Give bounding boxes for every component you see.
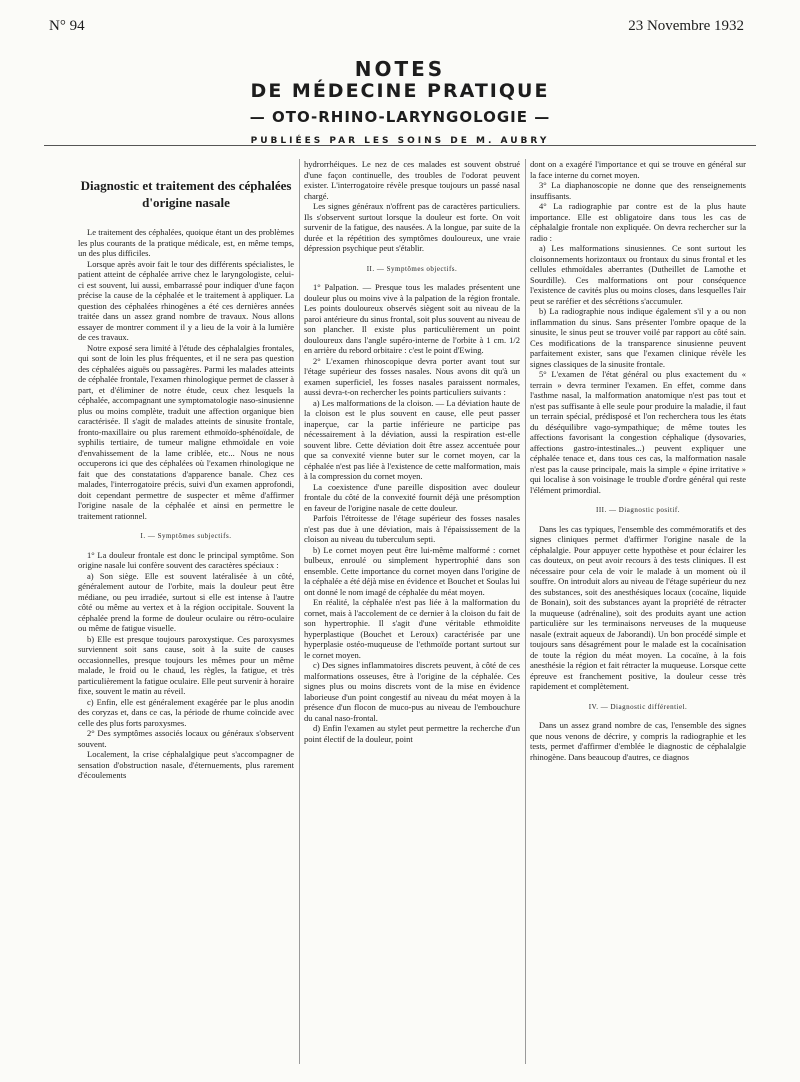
column-3 xyxy=(530,159,746,1064)
paragraph: c) Des signes inflammatoires discrets peuvent, à côté de ces malformations osseuses, être à l'origine de la céphalée. Ces signes plus ou moins discrets vont de la mise en évidence laborieuse d'un point congestif au niveau du méat moyen à la présence d'un flocon de muco-pus au niveau de l'embouchure du canal naso-frontal. xyxy=(304,660,520,723)
paragraph: 1° Palpation. — Presque tous les malades présentent une douleur plus ou moins vive à la palpation de la région frontale. Les points douloureux observés siègent soit au niveau de la paroi antérieure du sinus frontal, soit plus souvent au niveau de son plancher. Il existe plus particulièrement un point douloureux dans l'angle supéro-interne de l'orbite à 1 cm. 1/2 en arrière du rebord orbitaire : c'est le point d'Ewing. xyxy=(304,282,520,355)
section-heading: III. — Diagnostic positif. xyxy=(596,506,680,514)
paragraph: b) La radiographie nous indique également s'il y a ou non inflammation du sinus. Sans présenter l'ombre opaque de la sinusite, le sinus peut se trouver voilé par rapport au côté sain. Ces modifications de la transparence sinusienne peuvent parfaitement exister, sans que l'examen clinique révèle les signes classiques de la sinusite frontale. xyxy=(530,306,746,369)
paragraph: 1° La douleur frontale est donc le principal symptôme. Son origine nasale lui confère souvent des caractères spéciaux : xyxy=(78,549,294,570)
paragraph: a) Les malformations sinusiennes. Ce sont surtout les cloisonnements horizontaux ou frontaux du sinus frontal et les cellules ethmoïdales aberrantes (Dutheillet de Lamothe et Sourdille). Ces malformations ont pour conséquence l'existence de cavités plus ou moins closes, dans lesquelles l'air peut se raréfier et des sécrétions s'accumuler. xyxy=(530,243,746,306)
paragraph: Parfois l'étroitesse de l'étage supérieur des fosses nasales n'est pas due à une déviation, mais à l'épaississement de la cloison au niveau du tuberculum septi. xyxy=(304,513,520,544)
column-divider xyxy=(525,159,526,1064)
paragraph: b) Le cornet moyen peut être lui-même malformé : cornet bulbeux, enroulé ou simplement hypertrophié dans son ensemble. Cette importance du cornet moyen dans l'origine de la céphalée a été déjà mise en évidence et Bouchet et Soulas lui ont donné le nom imagé de céphalée du méat moyen. xyxy=(304,544,520,597)
paragraph: Notre exposé sera limité à l'étude des céphalalgies frontales, qui sont de loin les plus fréquentes, et il ne sera pas question des céphalées aiguës ou passagères. Parmi les malades atteints de céphalée frontale, l'examen rhinologique permet de classer à part, et d'éliminer de notre étude, ceux chez lesquels la céphalée, accompagnant une symptomatologie naso-sinusienne plus ou moins complète, traduit une affection organique bien caractérisée. Il s'agit de malades atteints de sinusite frontale, fronto-maxillaire ou plus rarement ethmoïdo-sphénoïdale, de syphilis tertiaire, de tumeur maligne ethmoïdale en voie d'envahissement de la lame criblée, etc... Nous ne nous occuperons ici que des céphalées où l'examen rhinologique ne fait que des constatations d'apparence banale. Chez ces malades, l'interrogatoire précis, suivi d'un examen approfondi, doit cependant permettre de suspecter et même d'affirmer l'origine nasale de la céphalée et ainsi en permettre le traitement rationnel. xyxy=(78,342,294,521)
section-heading: II. — Symptômes objectifs. xyxy=(366,264,458,273)
column-1 xyxy=(78,159,294,1064)
publication-date: 23 Novembre 1932 xyxy=(628,18,744,34)
paragraph: c) Enfin, elle est généralement exagérée par le plus anodin des coryzas et, dans ce cas, la période de rhume coïncide avec celle des plus forts paroxysmes. xyxy=(78,696,294,728)
paragraph: 3° La diaphanoscopie ne donne que des renseignements insuffisants. xyxy=(530,180,746,201)
journal-subtitle: DE MÉDECINE PRATIQUE xyxy=(250,80,550,102)
paragraph: 4° La radiographie par contre est de la plus haute importance. Elle est obligatoire dans tous les cas de céphalalgie frontale non expliquée. On devra rechercher sur la radio : xyxy=(530,201,746,243)
paragraph: Dans un assez grand nombre de cas, l'ensemble des signes que nous venons de décrire, y compris la radiographie et les tests, permet d'affirmer d'emblée le diagnostic de céphalalgie rhinogène. Dans beaucoup d'autres, ce diagnos xyxy=(530,720,746,762)
paragraph: d) Enfin l'examen au stylet peut permettre la recherche d'un point électif de la douleur, point xyxy=(304,723,520,744)
column-divider xyxy=(299,159,300,1064)
section-title: — OTO-RHINO-LARYNGOLOGIE — xyxy=(249,108,551,126)
paragraph: a) Les malformations de la cloison. — La déviation haute de la cloison est le plus souvent en cause, elle peut passer inaperçue, car la partie inférieure ne participe pas nécessairement à la déviation, aussi la respiration est-elle souvent libre. Cette déviation doit être assez accentuée pour que sa convexité vienne buter sur le cornet moyen, car la céphalée n'est pas liée à l'existence de cette malformation, mais à la compression du cornet moyen. xyxy=(304,397,520,481)
paragraph: 2° L'examen rhinoscopique devra porter avant tout sur l'étage supérieur des fosses nasales. Nous avons dit qu'à un examen superficiel, les fosses nasales paraissent normales, aussi devra-t-on rechercher les points particuliers suivants : xyxy=(304,355,520,397)
paragraph: Lorsque après avoir fait le tour des différents spécialistes, le patient atteint de céphalée arrive chez le laryngologiste, celui-ci est souvent, lui aussi, embarrassé pour indiquer d'une façon précise la cause de la céphalée et le traitement à appliquer. La question des céphalées rhinogènes a été ces dernières années traitée dans un assez grand nombre de travaux. Nous allons essayer de montrer comment il y a lieu de la voir à la lumière de ces travaux. xyxy=(78,258,294,342)
paragraph: Dans les cas typiques, l'ensemble des commémoratifs et des signes cliniques permet d'affirmer l'origine nasale de la céphalalgie. Pour appuyer cette hypothèse et pour éclairer les cas douteux, on peut avoir recours à des tests cliniques. Il est nécessaire pour cela de voir le malade à un moment où il souffre. On introduit alors au niveau de l'étage supérieur du nez des substances, soit des anesthésiques locaux (cocaïne, liquide de Bonain), soit des substances ayant la propriété de rétracter la muqueuse (adrénaline), soit des produits ayant une action particulière sur les terminaisons nerveuses de la muqueuse nasale (extrait aqueux de Jaborandi). Un bon procédé simple et toujours sans désagrément pour le malade est la cocaïnisation de toute la région du méat moyen. La cocaïne, à la fois anesthésie la région et fait rétracter la muqueuse. Lorsque cette épreuve est franchement positive, la douleur cesse très rapidement et complètement. xyxy=(530,523,746,691)
section-heading: I. — Symptômes subjectifs. xyxy=(140,532,232,540)
paragraph: Les signes généraux n'offrent pas de caractères particuliers. Ils s'observent surtout lorsque la douleur est forte. On voit survenir de la fatigue, des nausées. A la longue, par suite de la durée et la répétition des symptômes douloureux, une vraie dépression psychique peut s'établir. xyxy=(304,201,520,253)
paragraph: En réalité, la céphalée n'est pas liée à la malformation du cornet, mais à l'accolement de ce dernier à la cloison du fait de son hypertrophie. Il s'agit d'une véritable ethmoïdite hyperplastique (Bouchet et Leroux) caractérisée par une hyperplasie ostéo-muqueuse de l'ethmoïde portant surtout sur le cornet moyen. xyxy=(304,597,520,660)
editor-line: PUBLIÉES PAR LES SOINS DE M. AUBRY xyxy=(250,136,550,146)
paragraph: Localement, la crise céphalalgique peut s'accompagner de sensation d'obstruction nasale, d'éternuements, plus rarement d'écoulements xyxy=(78,749,294,780)
paragraph: a) Son siège. Elle est souvent latéralisée à un côté, généralement autour de l'orbite, mais la douleur peut être médiane, ou peu irradiée, surtout si elle est intense à l'autre côté ou même au vertex et à la région occipitale. Souvent la céphalée prend la forme de douleur oculaire ou rétro-oculaire ou même de fatigue visuelle. xyxy=(78,570,294,633)
paragraph: Le traitement des céphalées, quoique étant un des problèmes les plus courants de la pratique médicale, est, en même temps, un des plus difficiles. xyxy=(78,227,294,258)
header-rule xyxy=(44,145,756,146)
section-heading: IV. — Diagnostic différentiel. xyxy=(588,702,688,711)
paragraph: b) Elle est presque toujours paroxystique. Ces paroxysmes surviennent soit sans cause, soit à la suite de causes occasionnelles, presque toujours les mêmes pour un même malade, le froid ou le chaud, les règles, la fatigue, et très particulièrement la fatigue oculaire. Elle peut survenir à horaire fixe, souvent le matin au réveil. xyxy=(78,633,294,696)
column-2 xyxy=(304,159,520,1064)
masthead xyxy=(0,58,800,146)
paragraph: dont on a exagéré l'importance et qui se trouve en général sur la face interne du cornet moyen. xyxy=(530,159,746,180)
article-title: Diagnostic et traitement des céphalées d'origine nasale xyxy=(80,178,292,210)
paragraph: La coexistence d'une pareille disposition avec douleur frontale du côté de la convexité fournit déjà une présomption en faveur de l'origine nasale de cette douleur. xyxy=(304,481,520,513)
paragraph: hydrorrhéiques. Le nez de ces malades est souvent obstrué d'une façon continuelle, des troubles de l'odorat peuvent exister. L'interrogatoire révèle presque toujours un passé nasal chargé. xyxy=(304,159,520,201)
article-columns xyxy=(78,159,758,1064)
paragraph: 2° Des symptômes associés locaux ou généraux s'observent souvent. xyxy=(78,728,294,749)
journal-title: NOTES xyxy=(354,57,446,81)
paragraph: 5° L'examen de l'état général ou plus exactement du « terrain » devra terminer l'examen. En effet, comme dans l'asthme nasal, la malformation anatomique n'est pas tout et n'est pas suffisante à elle seule pour produire la maladie, il faut un terrain spécial, prédisposé et l'on recherchera tous les états du déséquilibre vago-sympathique; de même toutes les affections favorisant la congestion céphalique (dysovaries, affections gastro-intestinales...) peuvent expliquer une céphalée tenace et, dans tous ces cas, la malformation nasale n'est pas la cause principale, mais la simple « épine irritative » qui localise à son voisinage le trouble d'ordre général qui reste l'élément primordial. xyxy=(530,369,746,495)
issue-number: N° 94 xyxy=(49,18,85,34)
